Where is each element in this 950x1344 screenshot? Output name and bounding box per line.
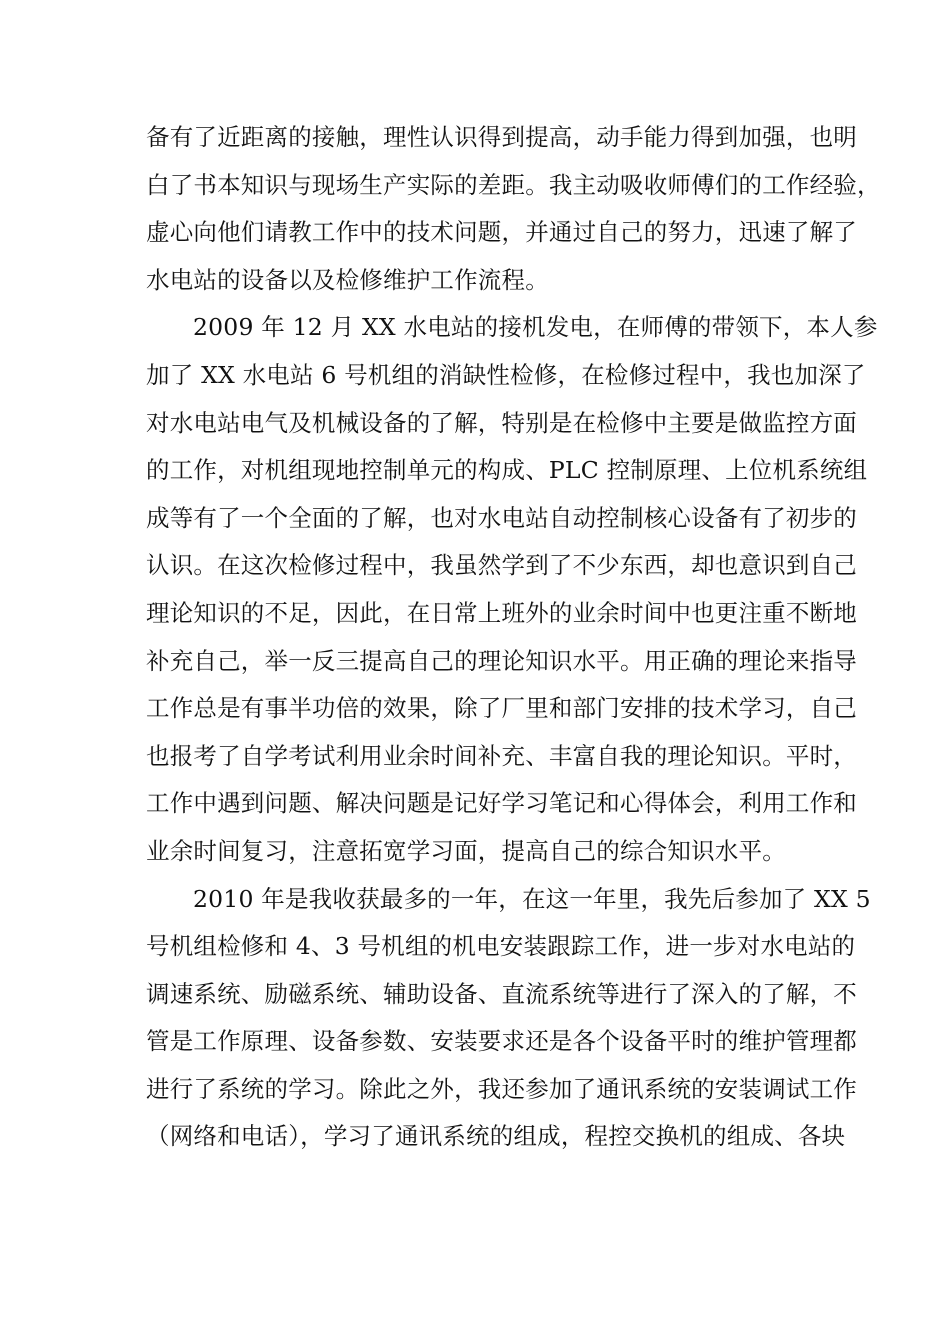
text-line: 号机组检修和 4、3 号机组的机电安装跟踪工作，进一步对水电站的 xyxy=(146,932,856,961)
text-line: 理论知识的不足，因此，在日常上班外的业余时间中也更注重不断地 xyxy=(146,598,857,627)
text-line: （网络和电话），学习了通讯系统的组成，程控交换机的组成、各块 xyxy=(146,1122,846,1151)
text-line: 水电站的设备以及检修维护工作流程。 xyxy=(146,265,549,294)
text-line: 的工作，对机组现地控制单元的构成、PLC 控制原理、上位机系统组 xyxy=(146,456,868,485)
text-line: 业余时间复习，注意拓宽学习面，提高自己的综合知识水平。 xyxy=(146,836,786,865)
text-line: 调速系统、励磁系统、辅助设备、直流系统等进行了深入的了解，不 xyxy=(146,979,857,1008)
document-body xyxy=(146,114,881,1161)
text-line: 也报考了自学考试利用业余时间补充、丰富自我的理论知识。平时， xyxy=(146,741,857,770)
text-line: 补充自己，举一反三提高自己的理论知识水平。用正确的理论来指导 xyxy=(146,646,857,675)
text-line: 虚心向他们请教工作中的技术问题，并通过自己的努力，迅速了解了 xyxy=(146,218,857,247)
text-line-indented: 2009 年 12 月 XX 水电站的接机发电，在师傅的带领下，本人参 xyxy=(193,313,878,342)
text-line: 白了书本知识与现场生产实际的差距。我主动吸收师傅们的工作经验， xyxy=(146,170,881,199)
text-line: 工作总是有事半功倍的效果，除了厂里和部门安排的技术学习，自己 xyxy=(146,694,857,723)
text-line: 成等有了一个全面的了解，也对水电站自动控制核心设备有了初步的 xyxy=(146,503,857,532)
text-line-indented: 2010 年是我收获最多的一年，在这一年里，我先后参加了 XX 5 xyxy=(193,884,871,913)
text-line: 备有了近距离的接触，理性认识得到提高，动手能力得到加强，也明 xyxy=(146,123,857,151)
text-line: 加了 XX 水电站 6 号机组的消缺性检修，在检修过程中，我也加深了 xyxy=(146,360,866,389)
text-line: 对水电站电气及机械设备的了解，特别是在检修中主要是做监控方面 xyxy=(146,408,857,437)
text-line: 进行了系统的学习。除此之外，我还参加了通讯系统的安装调试工作 xyxy=(146,1074,857,1103)
text-line: 工作中遇到问题、解决问题是记好学习笔记和心得体会，利用工作和 xyxy=(146,789,857,818)
text-line: 认识。在这次检修过程中，我虽然学到了不少东西，却也意识到自己 xyxy=(146,551,857,580)
text-line: 管是工作原理、设备参数、安装要求还是各个设备平时的维护管理都 xyxy=(146,1027,857,1056)
